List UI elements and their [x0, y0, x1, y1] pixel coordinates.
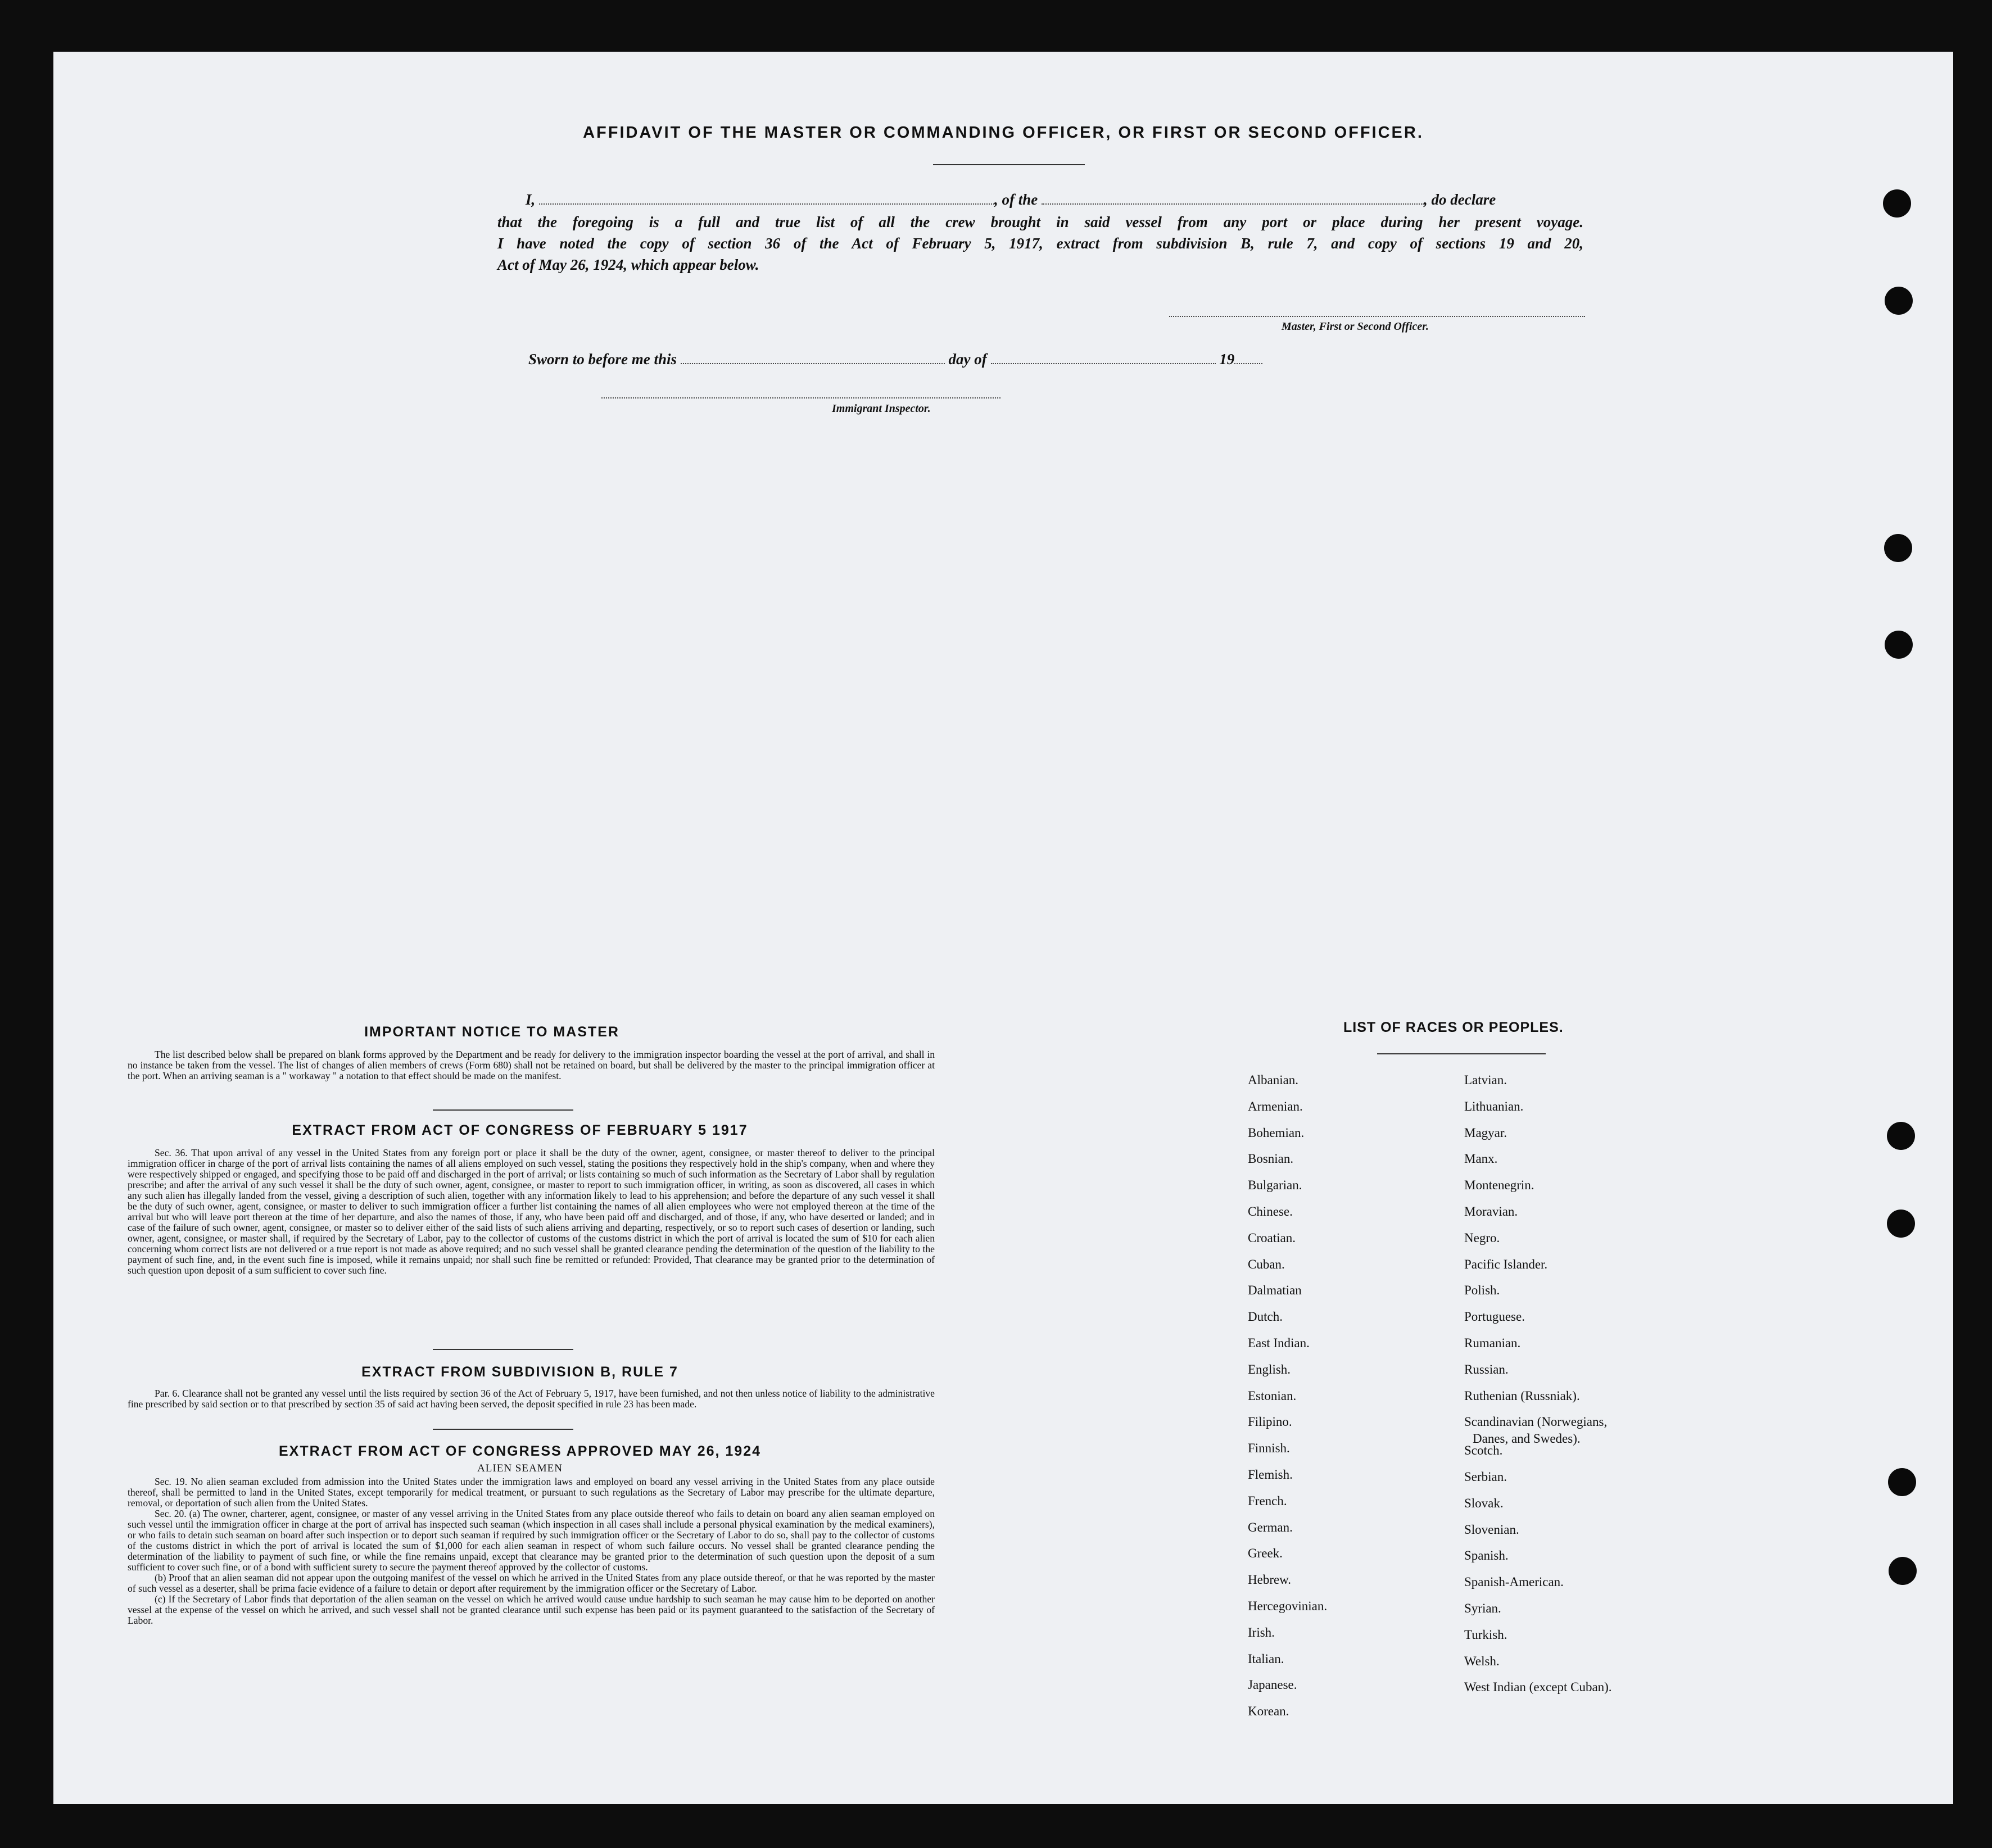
- race-item: Ruthenian (Russniak).: [1464, 1388, 1580, 1403]
- race-item: Manx.: [1464, 1152, 1498, 1166]
- extract-rule7-rule: [433, 1429, 573, 1430]
- sec-20b-paragraph: (b) Proof that an alien seaman did not appear upon the outgoing manifest of the vessel on which he arrived in the United States from any place outside thereof, or that he was reported by the master of such vessel as a deserter, shall be prima facie evidence of a failure to detain or deport after requirement by the immigration officer or the Secretary of Labor.: [128, 1572, 935, 1594]
- sec-19-paragraph: Sec. 19. No alien seaman excluded from admission into the United States under the immigration laws and employed on board any vessel arriving in the United States from any place outside thereof, shall be permitted to land in the United States, except temporarily for medical treatment, or pursuant to such regulations as the Secretary of Labor may prescribe for the ultimate departure, removal, or deportation of such alien from the United States.: [128, 1476, 935, 1509]
- race-item: Cuban.: [1248, 1257, 1285, 1271]
- race-item: Bohemian.: [1248, 1125, 1305, 1140]
- race-item: Negro.: [1464, 1230, 1500, 1245]
- race-item: Danes, and Swedes).: [1473, 1432, 1581, 1446]
- race-item: Bosnian.: [1248, 1152, 1294, 1166]
- race-item: Croatian.: [1248, 1230, 1296, 1245]
- affidavit-of-the: , of the: [994, 191, 1038, 208]
- sworn-day-of: day of: [948, 351, 987, 368]
- race-item: Dalmatian: [1248, 1283, 1302, 1298]
- vessel-name-blank[interactable]: [1042, 203, 1424, 205]
- extract-1924-title: EXTRACT FROM ACT OF CONGRESS APPROVED MAY 26, 1924: [278, 1443, 762, 1459]
- race-item: Spanish-American.: [1464, 1575, 1564, 1589]
- sec-20c-paragraph: (c) If the Secretary of Labor finds that deportation of the alien seaman on the vessel on which he arrived would cause undue hardship to such seaman he may cause him to be deported on another vessel at the expense of the vessel on which he arrived, and such vessel shall not be granted clearance until such expense has been paid or its payment guaranteed to the satisfaction of the Secretary of Labor.: [128, 1593, 935, 1626]
- sec-20a-paragraph: Sec. 20. (a) The owner, charterer, agent, consignee, or master of any vessel arriving in the United States from any place outside thereof who fails to detain on board any alien seaman employed on such vessel until the immigration officer in charge at the port of arrival has inspected such seaman (which inspection in all cases shall include a personal physical examination by the medical examiners), or who fails to detain such seaman on board after such inspection or to deport such seaman if required by such immigration officer or the Secretary of Labor to do so, shall pay to the collector of customs of the customs district in which the port of arrival is located the sum of $1,000 for each alien seaman in respect of whom such failure occurs. No vessel shall be granted clearance pending the determination of the liability to payment of such fine, or while the fine remains unpaid, except that clearance may be granted prior to the determination of such question upon the deposit of a sum sufficient to cover such fine, or of a bond with sufficient surety to secure the payment thereof approved by the collector of customs.: [128, 1508, 935, 1573]
- race-item: East Indian.: [1248, 1336, 1310, 1350]
- races-rule: [1377, 1053, 1546, 1054]
- race-item: English.: [1248, 1362, 1291, 1376]
- sworn-month-blank[interactable]: [991, 363, 1216, 364]
- master-name-blank[interactable]: [539, 203, 994, 205]
- affidavit-line-1: [526, 191, 1582, 209]
- race-item: Moravian.: [1464, 1204, 1518, 1219]
- affidavit-title: AFFIDAVIT OF THE MASTER OR COMMANDING OFFICER, OR FIRST OR SECOND OFFICER.: [583, 124, 1424, 142]
- race-item: Hercegovinian.: [1248, 1599, 1328, 1613]
- notice-title: IMPORTANT NOTICE TO MASTER: [364, 1024, 619, 1040]
- race-item: Rumanian.: [1464, 1336, 1521, 1350]
- notice-rule: [433, 1109, 573, 1111]
- race-item: German.: [1248, 1520, 1293, 1534]
- affidavit-line-4: Act of May 26, 1924, which appear below.: [497, 256, 759, 273]
- race-item: Filipino.: [1248, 1415, 1292, 1429]
- extract-1924-subtitle: ALIEN SEAMEN: [477, 1462, 563, 1474]
- race-item: Turkish.: [1464, 1627, 1507, 1642]
- race-item: Italian.: [1248, 1651, 1284, 1666]
- race-item: Finnish.: [1248, 1441, 1290, 1456]
- punch-hole: [1888, 1468, 1916, 1496]
- sworn-year-blank[interactable]: [1234, 363, 1262, 364]
- affidavit-do-declare: , do declare: [1424, 191, 1496, 208]
- race-item: Lithuanian.: [1464, 1099, 1524, 1113]
- extract-1917-body: [128, 1148, 935, 1276]
- punch-hole: [1883, 189, 1911, 218]
- races-title: LIST OF RACES OR PEOPLES.: [1343, 1020, 1564, 1035]
- race-item: Bulgarian.: [1248, 1178, 1302, 1193]
- notice-paragraph: The list described below shall be prepared on blank forms approved by the Department and be ready for delivery to the immigration inspector boarding the vessel at the port of arrival, and shall in no instance be taken from the vessel. The list of changes of alien members of crews (Form 680) shall not be retained on board, but shall be delivered by the master to the principal immigration officer at the port. When an arriving seaman is a " workaway " a notation to that effect should be made on the manifest.: [128, 1049, 935, 1081]
- notice-body: [128, 1049, 935, 1081]
- race-item: Polish.: [1464, 1283, 1500, 1298]
- extract-1917-rule: [433, 1349, 573, 1350]
- inspector-signature-line[interactable]: [601, 397, 1000, 398]
- extract-rule7-title: EXTRACT FROM SUBDIVISION B, RULE 7: [361, 1364, 678, 1380]
- sworn-line: [528, 351, 1371, 368]
- race-item: Welsh.: [1464, 1654, 1500, 1668]
- affidavit-i: I,: [526, 191, 536, 208]
- race-item: Korean.: [1248, 1704, 1289, 1719]
- affidavit-line-2: that the foregoing is a full and true list of all the crew brought in said vessel from any port or place during her present voyage.: [497, 214, 1583, 230]
- race-item: Japanese.: [1248, 1678, 1297, 1692]
- race-item: Dutch.: [1248, 1310, 1283, 1324]
- sec-36-paragraph: Sec. 36. That upon arrival of any vessel in the United States from any foreign port or place it shall be the duty of the owner, agent, consignee, or master thereof to deliver to the principal immigration officer in charge of the port of arrival lists containing the names of all aliens employed on such vessel, stating the positions they respectively hold in the ship's company, when and where they were respectively shipped or engaged, and specifying those to be paid off and discharged in the port of arrival; or lists containing so much of such information as the Secretary of Labor shall by regulation prescribe; and after the arrival of any such vessel it shall be the duty of such owner, agent, consignee, or master to report to such immigration officer, in writing, as soon as discovered, all cases in which any such alien has illegally landed from the vessel, giving a description of such alien, together with any information likely to lead to his apprehension; and before the departure of any such vessel it shall be the duty of such owner, agent, consignee, or master to deliver to such immigration officer a further list containing the names of all alien employees who were not employed thereon at the time of the arrival but who will leave port thereon at the time of her departure, and also the names of those, if any, who have been paid off and discharged, and of those, if any, who have deserted or landed; and in case of the failure of such owner, agent, consignee, or master so to deliver either of the said lists of such aliens arriving and departing, respectively, or so to report such cases of desertion or landing, such owner, agent, consignee, or master shall, if required by the Secretary of Labor, pay to the collector of customs of the customs district in which the port of arrival is located the sum of $10 for each alien concerning whom correct lists are not delivered or a true report is not made as above required; and no such vessel shall be granted clearance pending the determination of the question of the liability to the payment of such fine, and, in the event such fine is imposed, while it remains unpaid; nor shall such fine be remitted or refunded: Provided, That clearance may be granted prior to the determination of such question upon deposit of a sum sufficient to cover such fine.: [128, 1147, 935, 1276]
- race-item: West Indian (except Cuban).: [1464, 1680, 1612, 1695]
- race-item: Hebrew.: [1248, 1573, 1292, 1587]
- race-item: Irish.: [1248, 1625, 1275, 1639]
- signature-line[interactable]: [1169, 316, 1585, 317]
- race-item: Flemish.: [1248, 1467, 1293, 1482]
- extract-1917-title: EXTRACT FROM ACT OF CONGRESS OF FEBRUARY 5 1917: [292, 1122, 748, 1138]
- sworn-year-prefix: 19: [1219, 351, 1235, 368]
- extract-rule7-body: [128, 1388, 935, 1410]
- punch-hole: [1884, 534, 1912, 562]
- race-item: Serbian.: [1464, 1470, 1507, 1484]
- sworn-day-blank[interactable]: [681, 363, 945, 364]
- race-item: Pacific Islander.: [1464, 1257, 1548, 1271]
- extract-1924-body: [128, 1476, 935, 1626]
- title-rule: [933, 164, 1085, 165]
- affidavit-line-3: I have noted the copy of section 36 of the Act of February 5, 1917, extract from subdivision B, rule 7, and copy of sections 19 and 20,: [497, 235, 1583, 252]
- race-item: Scandinavian (Norwegians,: [1464, 1415, 1608, 1429]
- punch-hole: [1887, 1122, 1915, 1150]
- par-6-paragraph: Par. 6. Clearance shall not be granted any vessel until the lists required by section 36 of the Act of February 5, 1917, have been furnished, and not then unless notice of liability to the administrative fine prescribed by said section or to that prescribed by section 35 of said act having been served, the deposit specified in rule 23 has been made.: [128, 1388, 935, 1410]
- sworn-prefix: Sworn to before me this: [528, 351, 677, 368]
- race-item: Chinese.: [1248, 1204, 1293, 1219]
- inspector-label: Immigrant Inspector.: [832, 402, 931, 415]
- race-item: Estonian.: [1248, 1388, 1297, 1403]
- race-item: Slovak.: [1464, 1496, 1504, 1510]
- race-item: Greek.: [1248, 1546, 1283, 1561]
- race-item: French.: [1248, 1493, 1287, 1508]
- race-item: Armenian.: [1248, 1099, 1303, 1113]
- race-item: Albanian.: [1248, 1073, 1299, 1087]
- race-item: Scotch.: [1464, 1443, 1503, 1458]
- document-page: [53, 52, 1953, 1804]
- race-item: Montenegrin.: [1464, 1178, 1534, 1193]
- race-item: Portuguese.: [1464, 1310, 1525, 1324]
- punch-hole: [1885, 631, 1913, 659]
- race-item: Magyar.: [1464, 1125, 1507, 1140]
- punch-hole: [1889, 1557, 1917, 1585]
- race-item: Russian.: [1464, 1362, 1509, 1376]
- punch-hole: [1885, 287, 1913, 315]
- race-item: Spanish.: [1464, 1548, 1509, 1563]
- signature-label: Master, First or Second Officer.: [1282, 320, 1429, 333]
- race-item: Syrian.: [1464, 1601, 1501, 1615]
- punch-hole: [1887, 1210, 1915, 1238]
- race-item: Slovenian.: [1464, 1522, 1519, 1537]
- race-item: Latvian.: [1464, 1073, 1507, 1087]
